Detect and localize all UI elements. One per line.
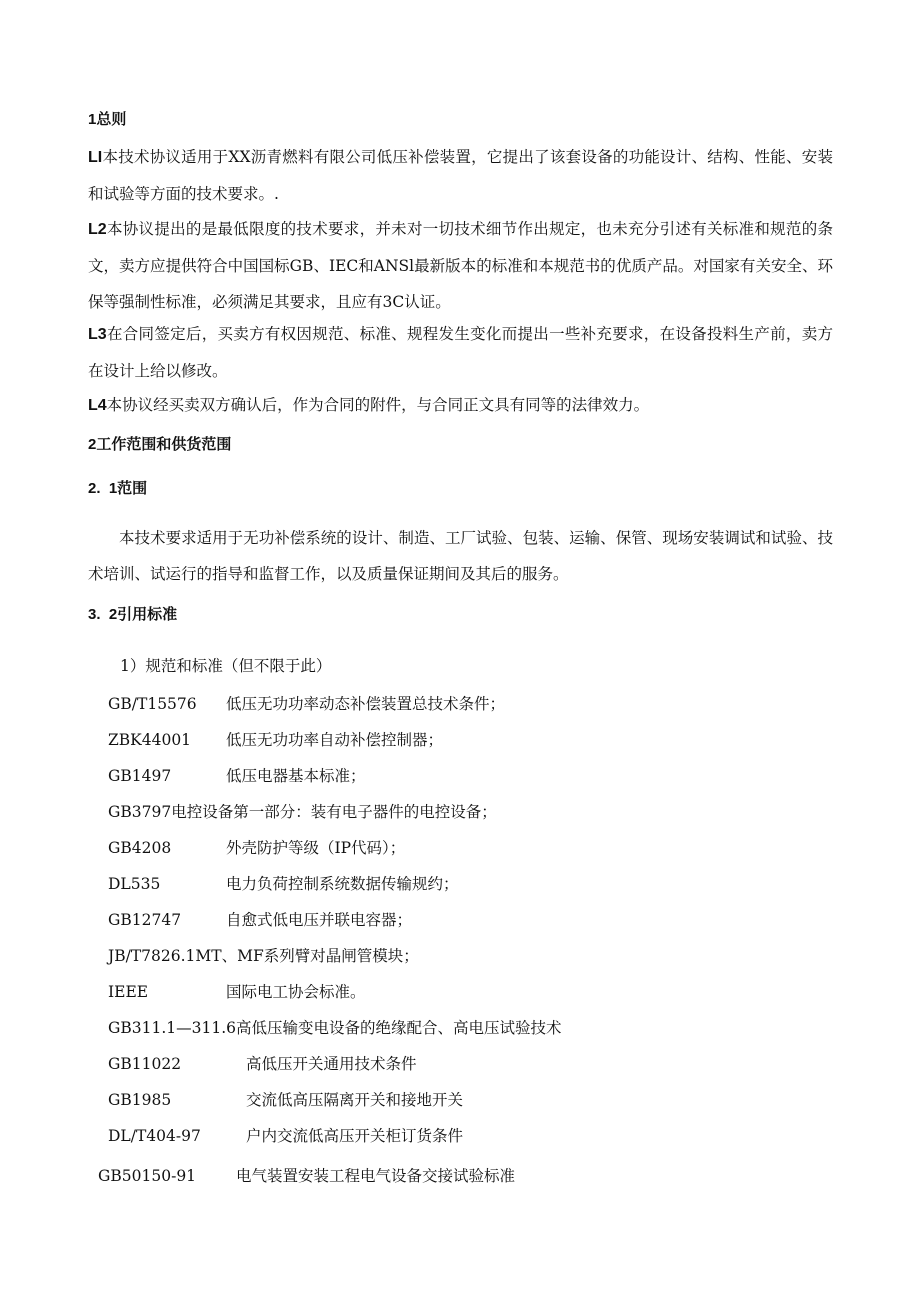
standards-list-intro: 1）规范和标准（但不限于此）	[120, 657, 332, 675]
standard-item: GB311.1—311.6高低压输变电设备的绝缘配合、高电压试验技术	[108, 1019, 562, 1037]
standard-item	[98, 1158, 515, 1194]
clause-text: 本协议提出的是最低限度的技术要求，并未对一切技术细节作出规定，也未充分引述有关标准和规范的条文，卖方应提供符合中国国标GB、IEC和ANSl最新版本的标准和本规范书的优质产品。对国家有关安全、环保等强制性标准，必须满足其要求，且应有3C认证。	[88, 220, 833, 311]
standard-code: GB12747	[108, 911, 182, 929]
clause-text: 本技术协议适用于XX沥青燃料有限公司低压补偿装置，它提出了该套设备的功能设计、结构、性能、安装和试验等方面的技术要求。.	[88, 148, 833, 203]
standard-item	[108, 686, 505, 722]
standard-item	[108, 722, 443, 758]
standard-desc: 自愈式低电压并联电容器；	[226, 911, 413, 929]
standard-desc: 交流低高压隔离开关和接地开关	[246, 1091, 464, 1109]
standard-desc: 外壳防护等级（IP代码）；	[226, 839, 406, 857]
standard-desc: 低压无功功率自动补偿控制器；	[226, 731, 444, 749]
clause-tag: L3	[88, 326, 107, 343]
clause-text: 在合同签定后，买卖方有权因规范、标准、规程发生变化而提出一些补充要求，在设备投料生产前，卖方在设计上给以修改。	[88, 325, 833, 380]
standard-item	[108, 1118, 463, 1154]
standard-code: ZBK44001	[108, 731, 192, 749]
standard-desc: 国际电工协会标准。	[226, 983, 366, 1001]
standard-item: GB3797电控设备第一部分：装有电子器件的电控设备；	[108, 803, 497, 821]
standard-code: IEEE	[108, 983, 149, 1001]
standard-item	[108, 1082, 463, 1118]
standard-code: GB4208	[108, 839, 172, 857]
standard-item	[108, 758, 366, 794]
standard-desc: 低压电器基本标准；	[226, 767, 366, 785]
standard-desc: 低压无功功率动态补偿装置总技术条件；	[226, 695, 506, 713]
subsection-scope-heading: 2. 1范围	[88, 480, 148, 497]
clause-l4	[88, 387, 833, 424]
standard-item	[108, 902, 412, 938]
standard-code: GB1985	[108, 1091, 172, 1109]
standard-desc: 电力负荷控制系统数据传输规约；	[226, 875, 459, 893]
clause-tag: L4	[88, 397, 107, 414]
section-1-heading: 1总则	[88, 111, 127, 128]
standard-code: GB50150-91	[98, 1167, 197, 1185]
clause-l2	[88, 211, 833, 320]
standard-desc: 电气装置安装工程电气设备交接试验标准	[236, 1167, 516, 1185]
standard-item	[108, 1046, 417, 1082]
standard-item	[108, 830, 405, 866]
standard-desc: 高低压开关通用技术条件	[246, 1055, 417, 1073]
clause-l1	[88, 139, 833, 212]
standard-code: GB11022	[108, 1055, 182, 1073]
standard-code: DL535	[108, 875, 161, 893]
standard-desc: 户内交流低高压开关柜订货条件	[246, 1127, 464, 1145]
standard-item: JB/T7826.1MT、MF系列臂对晶闸管模块；	[108, 947, 419, 965]
clause-tag: LI	[88, 149, 103, 166]
standard-item	[108, 866, 459, 902]
clause-text: 本协议经买卖双方确认后，作为合同的附件，与合同正文具有同等的法律效力。	[106, 396, 650, 414]
clause-tag: L2	[88, 221, 107, 238]
clause-l3	[88, 316, 833, 389]
standard-item	[108, 974, 366, 1010]
standard-code: DL/T404-97	[108, 1127, 201, 1145]
standard-code: GB1497	[108, 767, 172, 785]
scope-paragraph: 本技术要求适用于无功补偿系统的设计、制造、工厂试验、包装、运输、保管、现场安装调试和试验、技术培训、试运行的指导和监督工作，以及质量保证期间及其后的服务。	[88, 529, 833, 583]
section-2-heading: 2工作范围和供货范围	[88, 436, 232, 453]
subsection-standards-heading: 3. 2引用标准	[88, 606, 178, 623]
standard-code: GB/T15576	[108, 695, 197, 713]
